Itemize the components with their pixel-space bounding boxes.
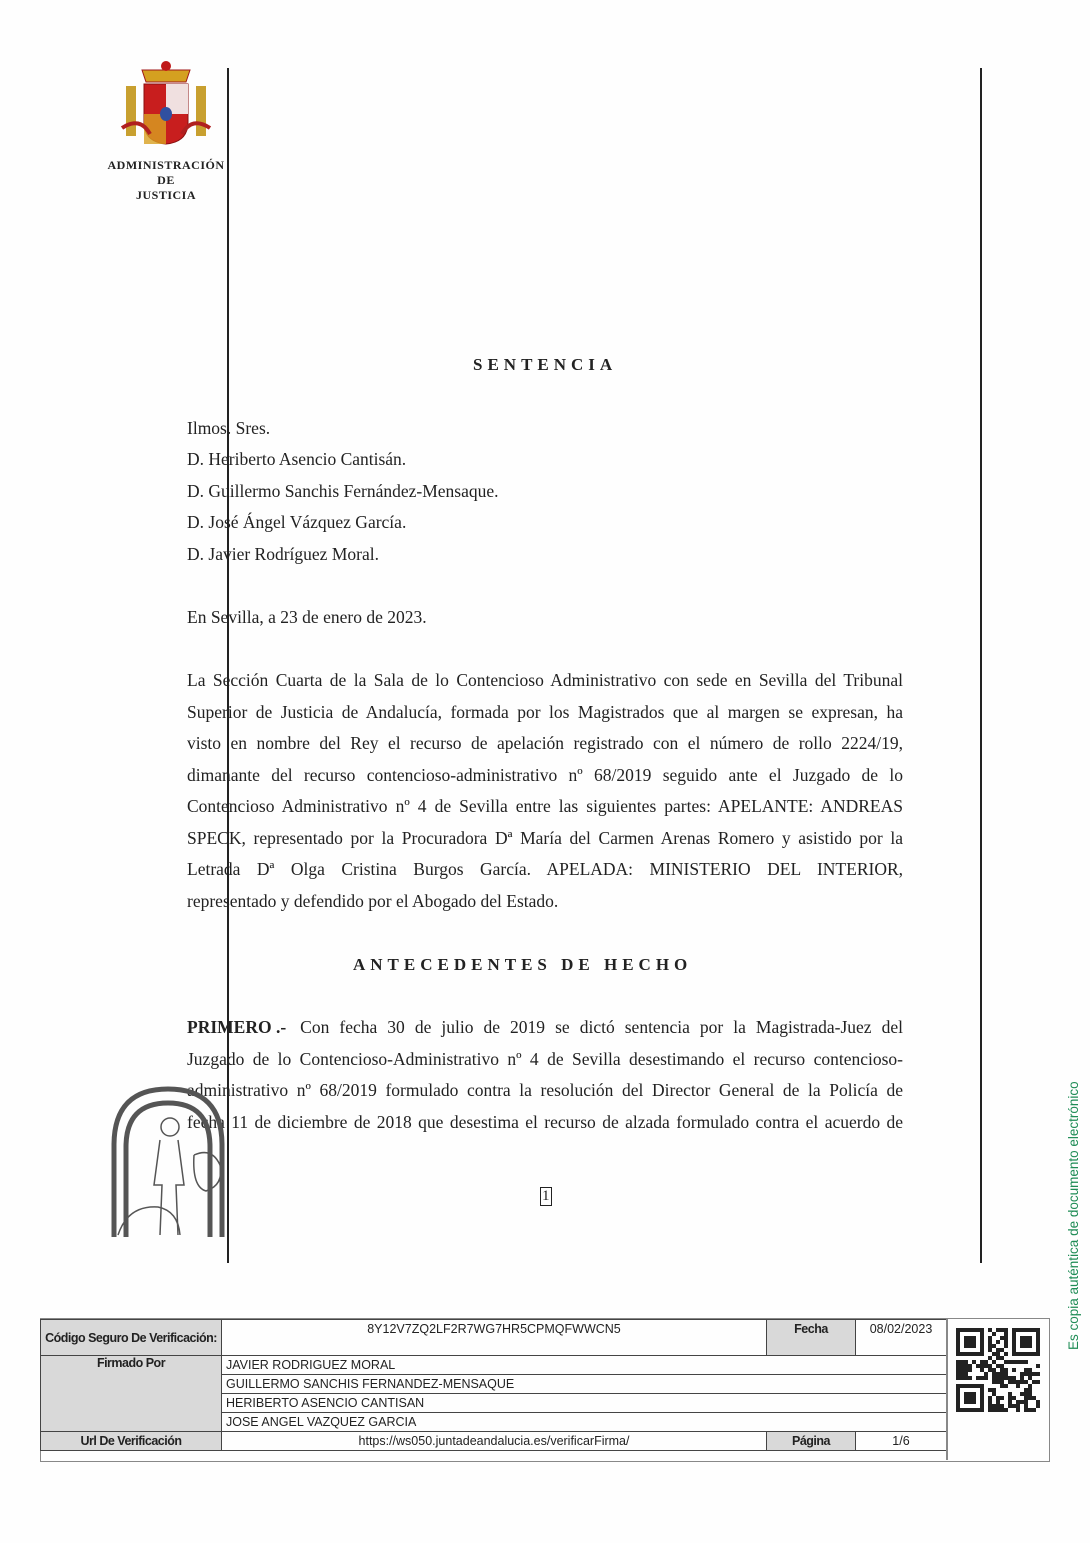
intro-line: representado y defendido por el Abogado del Estado. <box>187 891 559 911</box>
intro-line: SPECK, representado por la Procuradora Dª María del Carmen Arenas Romero y asistido por la <box>187 828 903 848</box>
magistrate-line: Ilmos. Sres. <box>187 418 271 438</box>
signer: HERIBERTO ASENCIO CANTISAN <box>222 1394 947 1413</box>
firmado-label: Firmado Por <box>41 1356 222 1432</box>
qr-divider <box>946 1319 948 1460</box>
intro-line: Letrada Dª Olga Cristina Burgos García. APELADA: MINISTERIO DEL INTERIOR, <box>187 859 903 879</box>
magistrate-line: D. José Ángel Vázquez García. <box>187 512 407 532</box>
primero-line: Con fecha 30 de julio de 2019 se dictó sentencia por la Magistrada-Juez del <box>300 1017 903 1037</box>
institution-name <box>100 158 232 203</box>
primero-line: Juzgado de lo Contencioso-Administrativo nº 4 de Sevilla desestimando el recurso contencioso- <box>187 1049 903 1069</box>
csv-label: Código Seguro De Verificación: <box>41 1320 222 1356</box>
junta-andalucia-logo <box>110 1085 226 1237</box>
intro-line: Superior de Justicia de Andalucía, formada por los Magistrados que al margen se expresan, ha <box>187 702 903 722</box>
signer: GUILLERMO SANCHIS FERNANDEZ-MENSAQUE <box>222 1375 947 1394</box>
verification-table <box>40 1319 947 1451</box>
intro-line: Contencioso Administrativo nº 4 de Sevilla entre las siguientes partes: APELANTE: ANDREAS <box>187 796 903 816</box>
signer: JOSE ANGEL VAZQUEZ GARCIA <box>222 1413 947 1432</box>
signer: JAVIER RODRIGUEZ MORAL <box>222 1356 947 1375</box>
institution-line: DE <box>157 173 175 187</box>
url-label: Url De Verificación <box>41 1432 222 1451</box>
primero-first-line <box>187 1017 903 1038</box>
magistrate-line: D. Guillermo Sanchis Fernández-Mensaque. <box>187 481 499 501</box>
primero-label: PRIMERO .- <box>187 1017 287 1037</box>
spain-coat-of-arms-logo <box>120 58 212 150</box>
pagina-label: Página <box>767 1432 856 1451</box>
place-date: En Sevilla, a 23 de enero de 2023. <box>187 607 427 627</box>
authentic-copy-note: Es copia auténtica de documento electrónico <box>1066 1081 1081 1350</box>
intro-line: La Sección Cuarta de la Sala de lo Contencioso Administrativo con sede en Sevilla del Tribunal <box>187 670 903 690</box>
intro-line: visto en nombre del Rey el recurso de apelación registrado con el número de rollo 2224/19, <box>187 733 903 753</box>
fecha-label: Fecha <box>767 1320 856 1356</box>
magistrate-line: D. Heriberto Asencio Cantisán. <box>187 449 407 469</box>
section-title: ANTECEDENTES DE HECHO <box>353 955 693 974</box>
institution-line: JUSTICIA <box>135 188 196 202</box>
intro-line: dimanante del recurso contencioso-administrativo nº 68/2019 seguido ante el Juzgado de lo <box>187 765 903 785</box>
verification-url[interactable]: https://ws050.juntadeandalucia.es/verificarFirma/ <box>222 1432 767 1451</box>
fecha-value: 08/02/2023 <box>856 1320 947 1356</box>
right-margin-line <box>980 68 982 1263</box>
primero-line: fecha 11 de diciembre de 2018 que desestima el recurso de alzada formulado contra el acuerdo de <box>187 1112 903 1132</box>
qr-code <box>956 1328 1040 1412</box>
document-title: SENTENCIA <box>473 355 618 374</box>
primero-line: administrativo nº 68/2019 formulado contra la resolución del Director General de la Policía de <box>187 1080 903 1100</box>
page-number: 1 <box>542 1188 550 1204</box>
magistrate-line: D. Javier Rodríguez Moral. <box>187 544 379 564</box>
csv-code: 8Y12V7ZQ2LF2R7WG7HR5CPMQFWWCN5 <box>222 1320 767 1356</box>
pagina-value: 1/6 <box>856 1432 947 1451</box>
institution-line: ADMINISTRACIÓN <box>107 158 225 172</box>
